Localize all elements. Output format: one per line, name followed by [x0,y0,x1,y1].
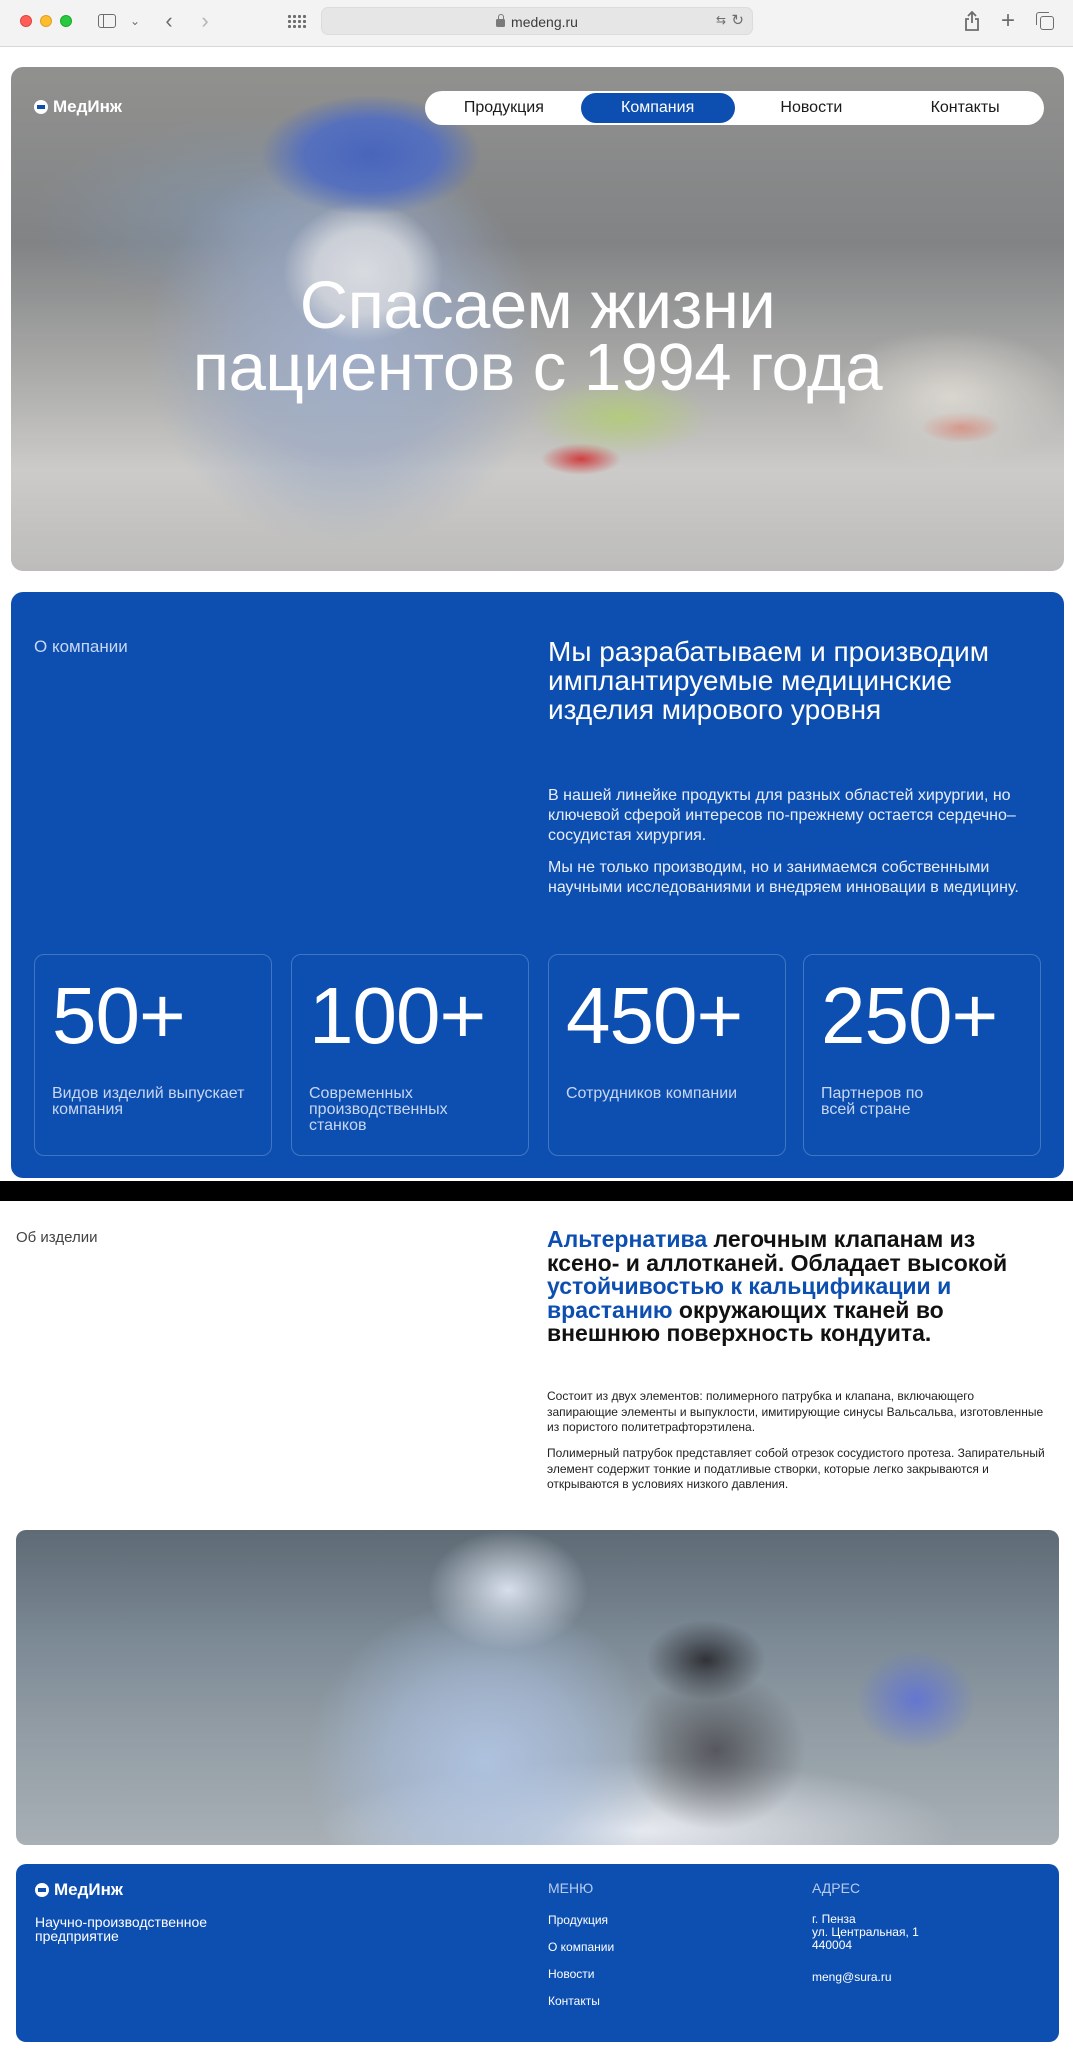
url-label: medeng.ru [511,14,578,30]
hero-title [11,268,1064,405]
stat-label: Современных производственных станков [309,1085,448,1134]
stat-card-products [34,954,272,1156]
new-tab-plus-icon[interactable]: + [1000,7,1015,34]
stat-value: 100+ [309,971,486,1060]
url-text [322,14,752,30]
stat-card-machines [291,954,529,1156]
tab-overview-grid-icon[interactable] [286,9,308,33]
lock-icon [496,19,505,27]
address-zip: 440004 [812,1938,853,1952]
address-bar[interactable] [321,7,753,35]
about-paragraph-1: В нашей линейке продукты для разных областей хирургии, но ключевой сферой интересов по-прежнему остается сердечно–сосудистая хирургия. [548,787,1016,844]
close-window-button[interactable] [20,15,32,27]
forward-arrow-icon[interactable]: › [201,8,209,33]
reload-icon[interactable]: ↻ [731,12,744,29]
tabs-overview-icon[interactable] [1034,9,1056,33]
product-paragraph-2: Полимерный патрубок представляет собой отрезок сосудистого протеза. Запирательный элемент содержит тонкие и податливые створки, которые легко закрываются и открываются в условиях низкого давления. [547,1446,1045,1491]
about-section [11,592,1064,1178]
stat-label: Партнеров по всей стране [821,1085,924,1118]
minimize-window-button[interactable] [40,15,52,27]
share-icon[interactable] [962,9,982,33]
stat-value: 50+ [52,971,185,1060]
product-section-label: Об изделии [16,1229,98,1246]
product-heading [547,1228,1047,1346]
stat-label: Видов изделий выпускает компания [52,1085,245,1118]
nav-item-company[interactable]: Компания [581,93,735,123]
footer-menu [548,1913,614,2021]
laboratory-photo [16,1530,1059,1845]
stat-card-employees [548,954,786,1156]
sidebar-toggle-icon[interactable] [96,9,118,33]
back-arrow-icon[interactable]: ‹ [165,8,173,33]
about-paragraph-2: Мы не только производим, но и занимаемся собственными научными исследованиями и внедряем инновации в медицину. [548,859,1019,896]
product-heading-text-1: легочным клапанам из ксено- и аллотканей. Обладает высокой [547,1226,1008,1276]
about-section-label: О компании [34,637,128,656]
logo-text: МедИнж [53,97,122,116]
hero-title-line-1: Спасаем жизни [299,268,776,343]
nav-item-products[interactable]: Продукция [463,99,544,116]
stat-value: 450+ [566,971,743,1060]
nav-item-contacts[interactable]: Контакты [930,99,1000,116]
stat-label: Сотрудников компании [566,1085,738,1102]
browser-toolbar [0,0,1073,47]
hero-title-line-2: пациентов с 1994 года [192,330,883,405]
site-footer [16,1864,1059,2042]
address-city: г. Пенза [812,1912,856,1926]
nav-item-news[interactable]: Новости [780,99,843,116]
footer-link-contacts[interactable]: Контакты [548,1994,600,2008]
logo-mark-icon [35,1883,49,1897]
footer-address-title: АДРЕС [812,1880,861,1896]
footer-description: Научно-производственное предприятие [35,1914,208,1944]
chevron-down-icon[interactable]: ⌄ [129,14,141,28]
section-divider [0,1181,1073,1201]
about-heading: Мы разрабатываем и производим имплантируемые медицинские изделия мирового уровня [548,636,990,725]
address-street: ул. Центральная, 1 [812,1925,919,1939]
footer-link-about[interactable]: О компании [548,1940,615,1954]
main-nav [425,91,1044,125]
translate-icon[interactable]: ⇆ [715,13,726,27]
product-heading-highlight-1: Альтернатива [547,1226,708,1252]
footer-logo-text: МедИнж [54,1880,123,1899]
footer-logo[interactable] [35,1880,123,1900]
stat-card-partners [803,954,1041,1156]
footer-address [812,1913,919,1952]
zoom-window-button[interactable] [60,15,72,27]
product-paragraph-1: Состоит из двух элементов: полимерного патрубка и клапана, включающего запирающие элементы и выпуклости, имитирующие синусы Вальсальва, изготовленные из пористого политетрафторэтилена. [547,1389,1044,1434]
header-logo[interactable] [34,97,122,117]
hero-section [11,67,1064,571]
footer-email-link[interactable]: meng@sura.ru [812,1970,892,1984]
footer-link-news[interactable]: Новости [548,1967,595,1981]
product-heading-highlight-2: устойчивостью к кальцификации и врастанию [547,1273,952,1323]
stat-value: 250+ [821,971,998,1060]
logo-mark-icon [34,100,48,114]
footer-menu-title: МЕНЮ [548,1880,594,1896]
product-heading-text-2: окружающих тканей во внешнюю поверхность кондуита. [547,1296,944,1346]
footer-link-products[interactable]: Продукция [548,1913,609,1927]
